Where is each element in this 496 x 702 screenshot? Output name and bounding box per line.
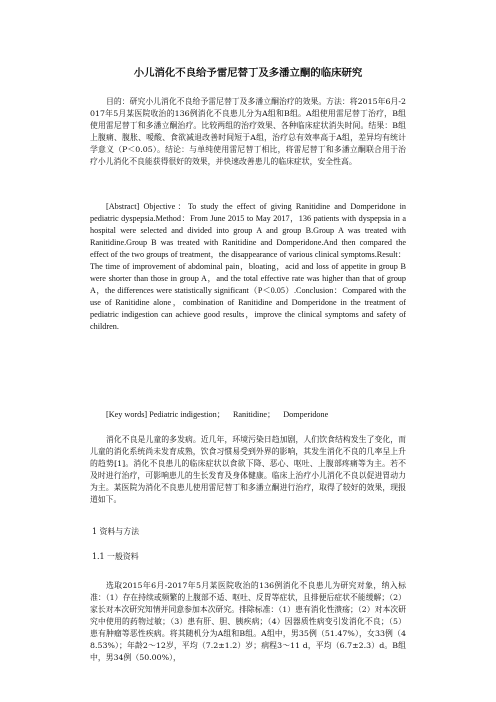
abstract-chinese: 目的：研究小儿消化不良给予雷尼替丁及多潘立酮治疗的效果。方法：将2015年6月-2017年5月某医院收治的136例消化不良患儿分为A组和B组。A组使用雷尼替丁治疗，B组使用雷尼替丁和多潘立酮治疗。比较两组的治疗效果、各种临床症状消失时间。结果：B组上腹痛、腹胀、嗳酸、食欲减退改善时间短于A组，治疗总有效率高于A组，差异均有统计学意义（P＜0.05）。结论：与单纯使用雷尼替丁相比，将雷尼替丁和多潘立酮联合用于治疗小儿消化不良能获得很好的效果，并快速改善患儿的临床症状，安全性高。 xyxy=(90,97,406,166)
section-heading-1: 1 资料与方法 xyxy=(92,527,139,536)
abstract-english: [Abstract] Objective：To study the effect of giving Ranitidine and Domperidone in pediatric dyspepsia.Method：From June 2015 to May 2017，136 patients with dyspepsia in a hospital were selected and divided into group A and group B.Group A was treated with Ranitidine.Group B was treated with Ranitidine and Domperidone.And then compared the effect of the two groups of treatment，the disappearance of various clinical symptoms.Result：The time of improvement of abdominal pain，bloating，acid and loss of appetite in group B were shorter than those in group A，and the total effective rate was higher than that of group A，the differences were statistically significant（P＜0.05）.Conclusion：Compared with the use of Ranitidine alone，combination of Ranitidine and Domperidone in the treatment of pediatric indigestion can achieve good results，improve the clinical symptoms and safety of children. xyxy=(90,202,406,331)
introduction-paragraph: 消化不良是儿童的多发病。近几年，环境污染日趋加剧，人们饮食结构发生了变化，而儿童的消化系统尚未发育成熟，饮食习惯易受到外界的影响，其发生消化不良的几率呈上升的趋势[1]。消化不良患儿的临床症状以食欲下降、恶心、呕吐、上腹部疼痛等为主。若不及时进行治疗，可影响患儿的生长发育及身体健康。临床上治疗小儿消化不良以促进胃动力为主。某医院为消化不良患儿使用雷尼替丁和多潘立酮进行治疗，取得了较好的效果，现报道如下。 xyxy=(90,435,406,504)
keywords-line xyxy=(106,409,328,421)
keyword-ranitidine: Ranitidine； xyxy=(232,410,276,419)
keyword-domperidone: Domperidone xyxy=(283,410,329,419)
general-data-paragraph: 选取2015年6月-2017年5月某医院收治的136例消化不良患儿为研究对象，纳入标准：（1）存在持续或频繁的上腹部不适、呕吐、反胃等症状，且排便后症状不能缓解；（2）家长对本次研究知情并同意参加本次研究。排除标准：（1）患有消化性溃疡；（2）对本次研究中使用的药物过敏；（3）患有肝、胆、胰疾病；（4）因器质性病变引发消化不良；（5）患有肿瘤等恶性疾病。将其随机分为A组和B组。A组中，男35例（51.47%），女33例（48.53%）；年龄2～12岁，平均（7.2±1.2）岁；病程3～11 d，平均（6.7±2.3）d。B组中，男34例（50.00%）， xyxy=(90,581,406,662)
keywords-label: [Key words] Pediatric indigestion； xyxy=(106,410,225,419)
paper-title: 小儿消化不良给予雷尼替丁及多潘立酮的临床研究 xyxy=(133,67,363,79)
section-heading-1-1: 1.1 一般资料 xyxy=(92,552,139,561)
